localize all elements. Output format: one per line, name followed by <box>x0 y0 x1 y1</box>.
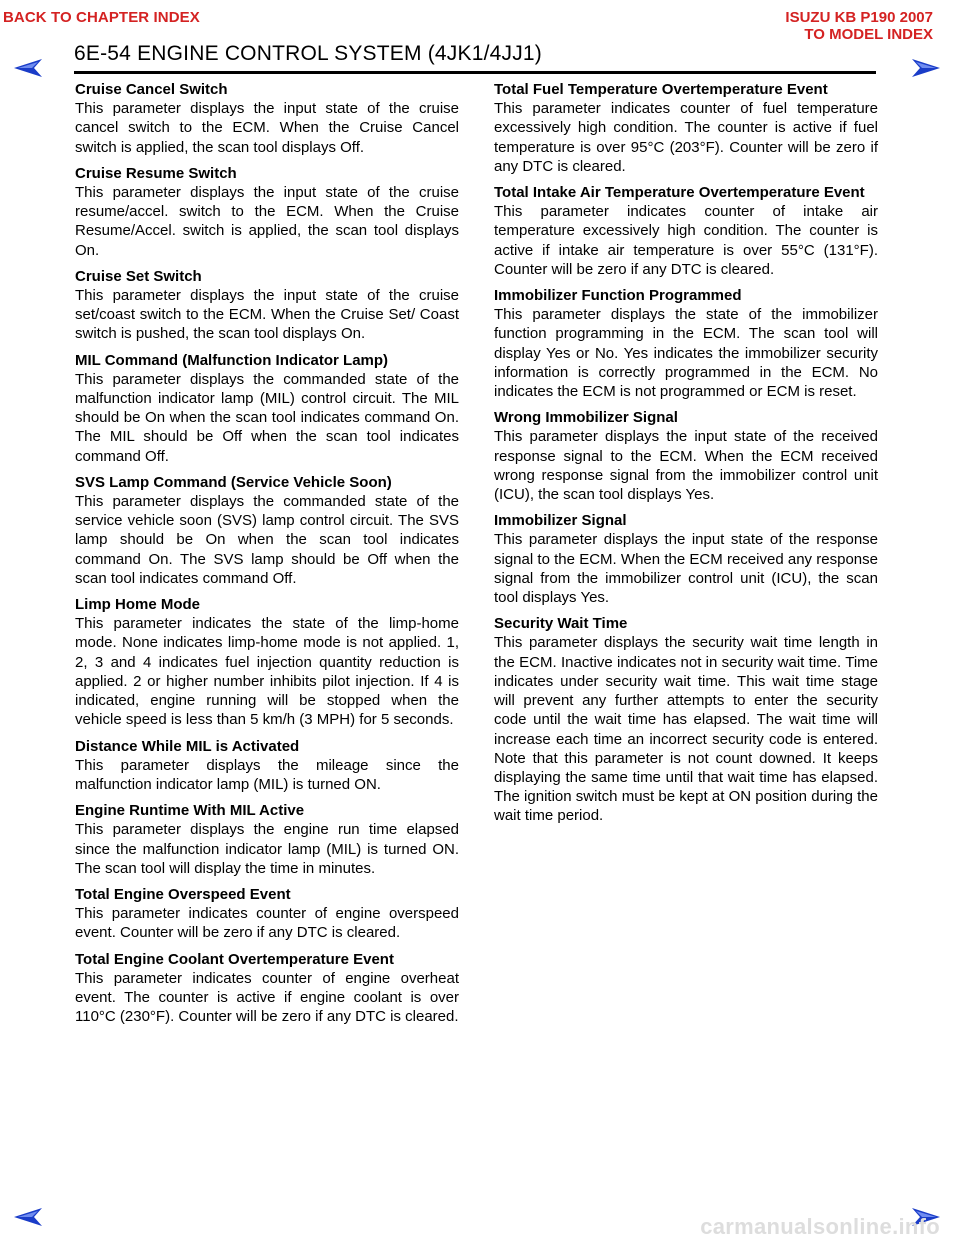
parameter-entry <box>75 950 459 1027</box>
parameter-description: This parameter displays the input state of the cruise cancel switch to the ECM. When the Cruise Cancel switch is applied, the scan tool displays Off. <box>75 100 459 156</box>
left-arrow-icon[interactable] <box>14 58 44 78</box>
to-model-index-link[interactable]: TO MODEL INDEX <box>804 26 933 43</box>
parameter-heading: Total Intake Air Temperature Overtemperature Event <box>494 184 865 202</box>
parameter-description: This parameter displays the input state of the response signal to the ECM. When the ECM received any response signal from the immobilizer control unit (ICU), the scan tool displays Yes. <box>494 531 878 607</box>
parameter-heading: Engine Runtime With MIL Active <box>75 802 305 820</box>
parameter-entry <box>75 595 459 729</box>
parameter-description: This parameter displays the commanded state of the service vehicle soon (SVS) lamp control circuit. The SVS lamp should be On when the scan tool indicates command On. The SVS lamp should be Off when the scan tool indicates command Off. <box>75 493 459 587</box>
parameter-entry <box>494 80 878 176</box>
parameter-entry <box>494 286 878 401</box>
model-title: ISUZU KB P190 2007 <box>785 9 933 26</box>
parameter-heading: Cruise Cancel Switch <box>75 81 228 98</box>
parameter-entry <box>75 80 459 157</box>
parameter-description: This parameter displays the input state of the cruise resume/accel. switch to the ECM. When the Cruise Resume/Accel. switch is applied, the scan tool displays On. <box>75 184 459 259</box>
parameter-heading: MIL Command (Malfunction Indicator Lamp) <box>75 351 389 369</box>
parameter-description: This parameter displays the commanded state of the malfunction indicator lamp (MIL) control circuit. The MIL should be On when the scan tool indicates command On. The MIL should be Off when the scan tool indicates command Off. <box>75 370 459 465</box>
parameter-description: This parameter indicates counter of intake air temperature excessively high condition. The counter is active if intake air temperature is over 55°C (131°F). Counter will be zero if any DTC is cleared. <box>494 203 878 278</box>
parameter-description: This parameter indicates counter of engine overspeed event. Counter will be zero if any DTC is cleared. <box>75 905 459 942</box>
parameter-description: This parameter displays the mileage since the malfunction indicator lamp (MIL) is turned ON. <box>75 756 459 793</box>
header-divider <box>74 71 876 74</box>
parameter-description: This parameter indicates the state of the limp-home mode. None indicates limp-home mode is not applied. 1, 2, 3 and 4 indicates fuel injection quantity reduction is applied. 2 or higher number inhibits pilot injection. If 4 is indicated, engine running will be stopped when the vehicle speed is less than 5 km/h (3 MPH) for 5 seconds. <box>75 615 459 729</box>
parameter-heading: Total Engine Coolant Overtemperature Event <box>75 950 394 968</box>
parameter-entry <box>75 885 459 943</box>
parameter-description: This parameter displays the security wait time length in the ECM. Inactive indicates not in security wait time. Time indicates under security wait time. This wait time stage will prevent any further attempts to enter the security code until the wait time has elapsed. The wait time will increase each time an incorrect security code is entered. Note that this parameter is not count downed. It keeps displaying the same time until that wait time has elapsed. The ignition switch must be kept at ON position during the wait time period. <box>494 634 878 825</box>
watermark: carmanualsonline.info <box>700 1214 940 1239</box>
parameter-heading: Limp Home Mode <box>75 596 201 614</box>
parameter-heading: Immobilizer Function Programmed <box>494 287 742 305</box>
parameter-entry <box>75 351 459 466</box>
parameter-heading: Wrong Immobilizer Signal <box>494 409 678 427</box>
parameter-description: This parameter displays the input state of the cruise set/coast switch to the ECM. When the Cruise Set/ Coast switch is pushed, the scan tool displays On. <box>75 287 459 343</box>
parameter-heading: Immobilizer Signal <box>494 512 627 530</box>
parameter-heading: Security Wait Time <box>494 615 628 633</box>
back-to-chapter-index-link[interactable]: BACK TO CHAPTER INDEX <box>3 9 200 26</box>
parameter-entry <box>75 801 459 878</box>
right-column <box>494 80 878 833</box>
parameter-entry <box>75 473 459 588</box>
parameter-heading: Total Fuel Temperature Overtemperature Event <box>494 81 828 98</box>
header-brand <box>785 9 933 43</box>
parameter-heading: Distance While MIL is Activated <box>75 737 300 755</box>
parameter-description: This parameter indicates counter of fuel temperature excessively high condition. The counter is active if fuel temperature is over 95°C (203°F). Counter will be zero if any DTC is cleared. <box>494 100 878 175</box>
parameter-entry <box>494 183 878 279</box>
parameter-entry <box>75 267 459 344</box>
parameter-heading: Total Engine Overspeed Event <box>75 885 291 903</box>
parameter-entry <box>494 408 878 504</box>
parameter-description: This parameter indicates counter of engine overheat event. The counter is active if engine coolant is over 110°C (230°F). Counter will be zero if any DTC is cleared. <box>75 969 459 1026</box>
parameter-entry <box>75 164 459 260</box>
parameter-heading: Cruise Set Switch <box>75 267 202 285</box>
parameter-entry <box>75 737 459 795</box>
parameter-entry <box>494 511 878 607</box>
page-title: 6E-54 ENGINE CONTROL SYSTEM (4JK1/4JJ1) <box>74 42 542 65</box>
left-column <box>75 80 459 1033</box>
right-arrow-icon[interactable] <box>910 58 940 78</box>
parameter-heading: SVS Lamp Command (Service Vehicle Soon) <box>75 473 392 491</box>
parameter-description: This parameter displays the engine run time elapsed since the malfunction indicator lamp (MIL) is turned ON. The scan tool will display the time in minutes. <box>75 821 459 877</box>
left-arrow-icon[interactable] <box>14 1207 44 1227</box>
parameter-heading: Cruise Resume Switch <box>75 164 237 182</box>
parameter-entry <box>494 614 878 825</box>
parameter-description: This parameter displays the state of the immobilizer function programming in the ECM. The scan tool will display Yes or No. Yes indicates the immobilizer security information is correctly programmed in the ECM. No indicates the ECM is not programmed or ECM is reset. <box>494 306 878 401</box>
parameter-description: This parameter displays the input state of the received response signal to the ECM. When the ECM received wrong response signal from the immobilizer control unit (ICU), the scan tool displays Yes. <box>494 428 878 504</box>
